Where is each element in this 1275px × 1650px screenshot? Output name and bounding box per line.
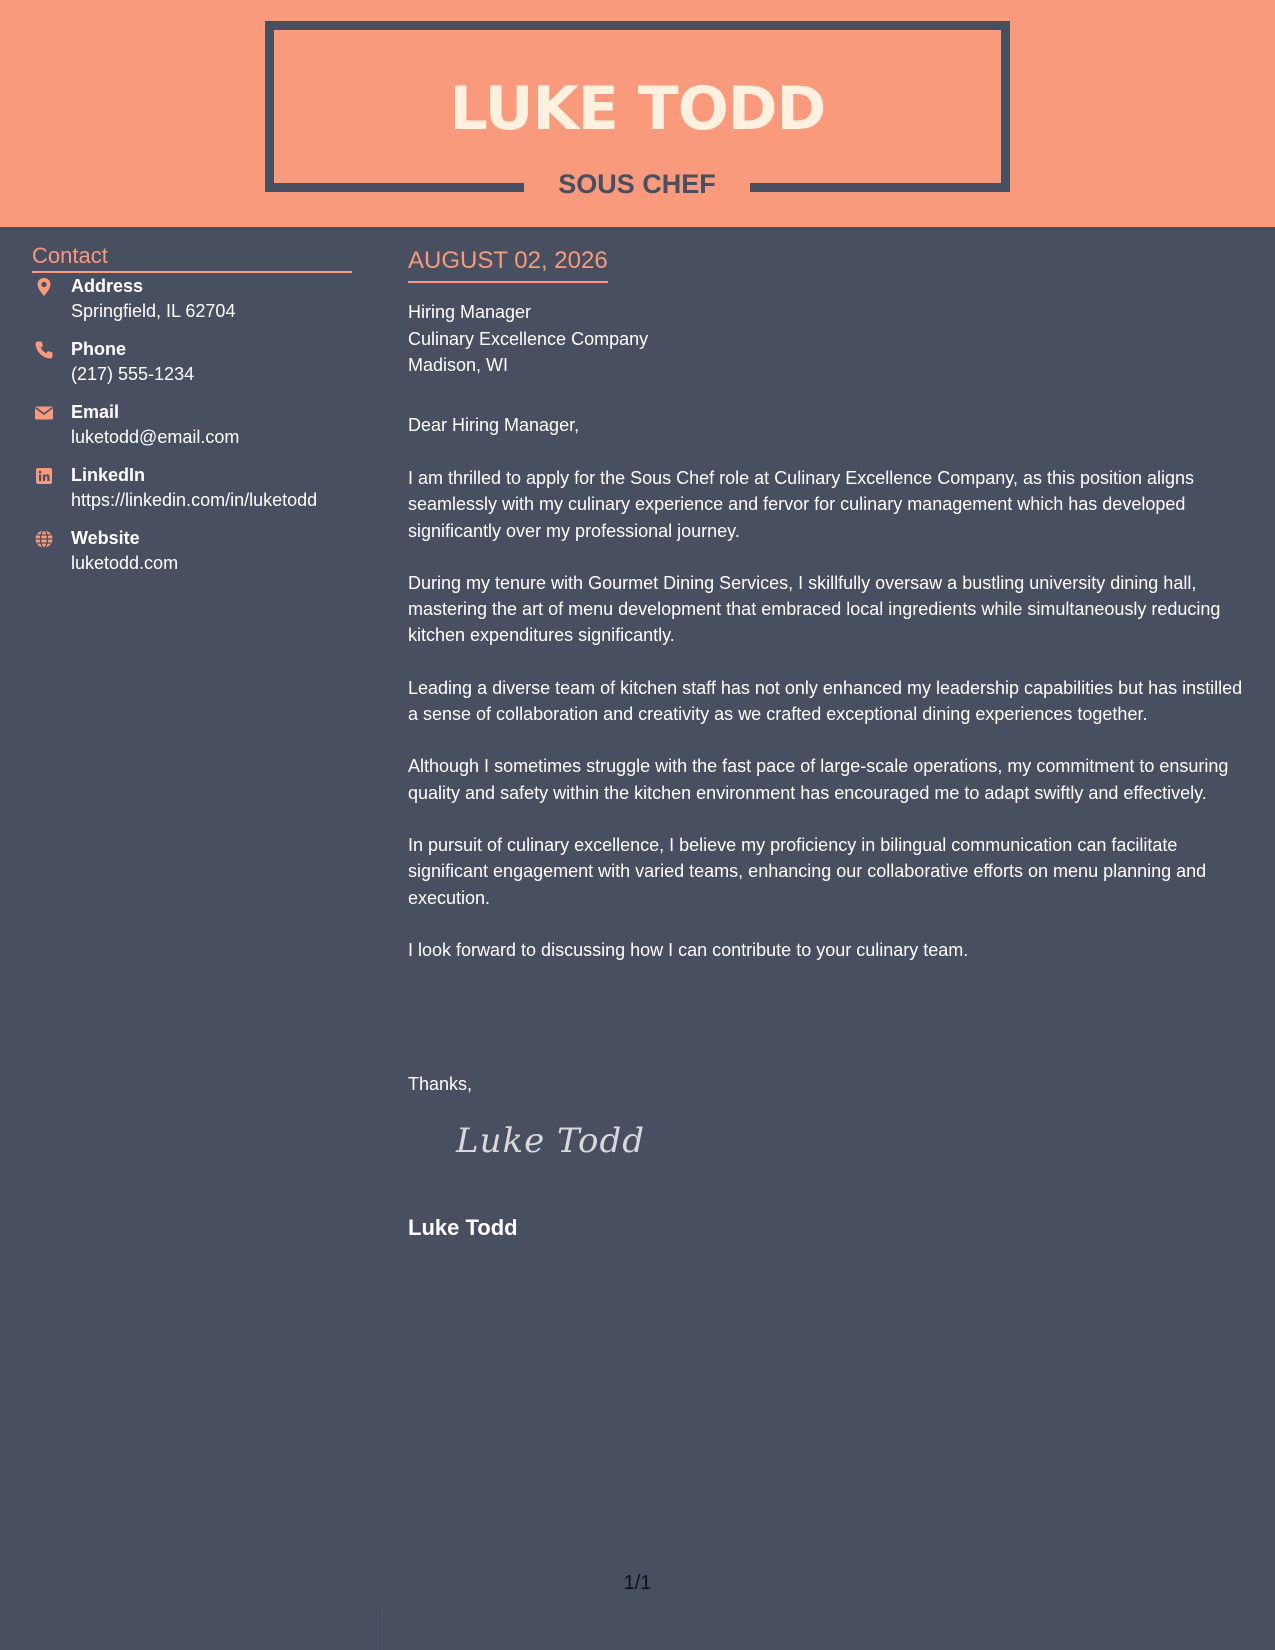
paragraph: Although I sometimes struggle with the fast pace of large-scale operations, my commitment to ensuring quality and safety within the kitchen environment has encouraged me to adapt swiftly and effectively. xyxy=(408,756,1229,803)
signed-name: Luke Todd xyxy=(408,1215,518,1240)
handwritten-signature: Luke Todd xyxy=(456,1121,646,1161)
closing: Thanks, xyxy=(408,1074,473,1094)
paragraph: I am thrilled to apply for the Sous Chef role at Culinary Excellence Company, as this position aligns seamlessly with my culinary experience and fervor for culinary management which has developed significantly over my professional journey. xyxy=(408,468,1195,541)
globe-icon xyxy=(34,529,54,549)
contact-item-email xyxy=(32,399,352,462)
contact-value: Springfield, IL 62704 xyxy=(71,301,236,321)
contact-heading: Contact xyxy=(32,241,352,273)
contact-value: (217) 555-1234 xyxy=(71,364,195,384)
recipient-line: Madison, WI xyxy=(408,355,509,375)
salutation: Dear Hiring Manager, xyxy=(408,415,580,435)
letter-body xyxy=(408,244,1253,1240)
map-pin-icon xyxy=(34,277,54,297)
paragraph: Leading a diverse team of kitchen staff has not only enhanced my leadership capabilities but has instilled a sense of collaboration and creativity as we crafted exceptional dining experiences together. xyxy=(408,677,1243,725)
contact-item-phone xyxy=(32,336,352,399)
contact-item-address xyxy=(32,273,352,336)
page-number: 1/1 xyxy=(623,1572,652,1594)
letter-date: AUGUST 02, 2026 xyxy=(408,244,608,283)
linkedin-icon xyxy=(34,466,54,486)
envelope-icon xyxy=(34,403,54,423)
contact-item-linkedin xyxy=(32,462,352,525)
column-divider xyxy=(382,1610,383,1650)
applicant-name: LUKE TODD xyxy=(449,74,826,144)
contact-value: luketodd@email.com xyxy=(71,427,240,447)
contact-label: Email xyxy=(71,402,120,422)
contact-label: Address xyxy=(71,276,144,296)
job-title: SOUS CHEF xyxy=(558,169,716,199)
contact-value: https://linkedin.com/in/luketodd xyxy=(71,490,318,510)
paragraph: In pursuit of culinary excellence, I believe my proficiency in bilingual communication can facilitate significant engagement with varied teams, enhancing our collaborative efforts on menu planning and execution. xyxy=(408,834,1207,908)
contact-label: Website xyxy=(71,528,140,548)
contact-label: LinkedIn xyxy=(71,465,146,485)
recipient-line: Culinary Excellence Company xyxy=(408,328,649,349)
contact-sidebar xyxy=(32,241,352,588)
phone-icon xyxy=(34,340,54,360)
contact-item-website xyxy=(32,525,352,588)
contact-label: Phone xyxy=(71,339,127,359)
recipient-block xyxy=(408,299,1253,379)
paragraph: During my tenure with Gourmet Dining Services, I skillfully oversaw a bustling university dining hall, mastering the art of menu development that embraced local ingredients while simultaneously reducing kitchen expenditures significantly. xyxy=(408,572,1221,646)
letter-paragraphs xyxy=(408,465,1253,989)
contact-value: luketodd.com xyxy=(71,553,179,573)
header-banner xyxy=(0,0,1275,227)
recipient-line: Hiring Manager xyxy=(408,302,532,322)
paragraph: I look forward to discussing how I can contribute to your culinary team. xyxy=(408,939,969,960)
